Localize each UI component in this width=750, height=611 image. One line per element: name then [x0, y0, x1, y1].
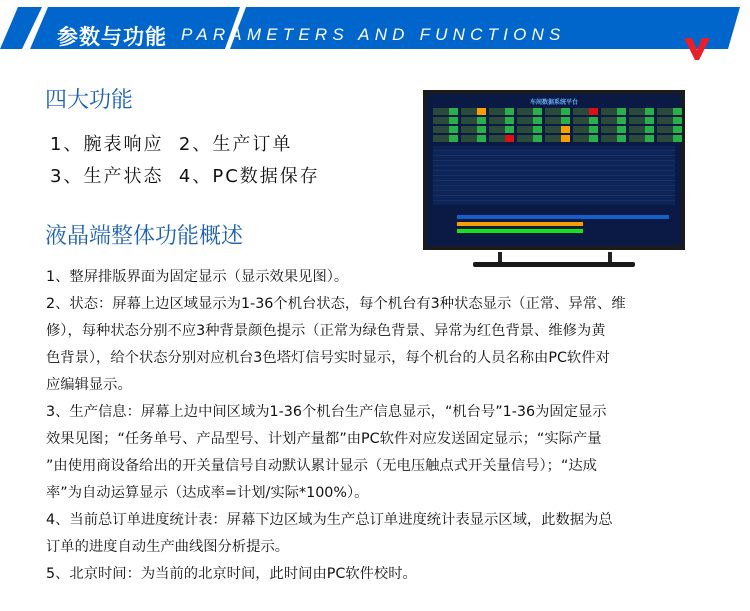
machine-status-cell — [657, 126, 682, 133]
body-line: 效果见图；“任务单号、产品型号、计划产量都”由PC软件对应发送固定显示；“实际产量 — [46, 431, 602, 447]
body-line: 色背景），给个状态分别对应机台3色塔灯信号实时显示，每个机台的人员名称由PC软件对 — [46, 350, 610, 366]
machine-status-cell — [461, 117, 486, 124]
body-line: 订单的进度自动生产曲线图分析提示。 — [46, 539, 290, 555]
machine-status-cell — [629, 117, 654, 124]
section-header-banner — [0, 7, 750, 49]
machine-status-cell — [545, 126, 570, 133]
machine-status-cell — [461, 126, 486, 133]
machine-status-cell — [545, 108, 570, 115]
machine-status-cell — [489, 117, 514, 124]
machine-status-cell — [489, 108, 514, 115]
body-line: 应编辑显示。 — [46, 377, 132, 393]
machine-status-cell — [517, 108, 542, 115]
heading-lcd-overview: 液晶端整体功能概述 — [45, 224, 244, 249]
body-line: 3、生产信息：屏幕上边中间区域为1-36个机台生产信息显示，“机台号”1-36为固定显示 — [46, 404, 607, 420]
machine-status-cell — [433, 135, 458, 142]
body-line: 2、状态：屏幕上边区域显示为1-36个机台状态，每个机台有3种状态显示（正常、异常、维 — [46, 296, 626, 312]
rate-bar — [457, 229, 583, 233]
body-line: 4、当前总订单进度统计表：屏幕下边区域为生产总订单进度统计表显示区域，此数据为总 — [46, 512, 613, 528]
machine-status-cell — [601, 126, 626, 133]
section-title-cn: 参数与功能 — [57, 25, 167, 49]
machine-status-cell — [601, 117, 626, 124]
production-info-table — [433, 146, 675, 205]
machine-status-cell — [629, 135, 654, 142]
body-line: 1、整屏排版界面为固定显示（显示效果见图）。 — [46, 269, 349, 285]
body-line: ”由使用商设备给出的开关量信号自动默认累计显示（无电压触点式开关量信号）；“达成 — [46, 458, 597, 474]
machine-status-cell — [573, 108, 598, 115]
machine-status-cell — [517, 126, 542, 133]
machine-status-cell — [461, 135, 486, 142]
machine-status-cell — [461, 108, 486, 115]
body-line: 5、北京时间：为当前的北京时间，此时间由PC软件校时。 — [46, 566, 417, 582]
body-line: 率”为自动运算显示（达成率=计划/实际*100%）。 — [46, 485, 369, 501]
machine-status-cell — [657, 117, 682, 124]
function-line-1: 1、腕表响应 2、生产订单 — [50, 134, 293, 155]
machine-status-cell — [517, 135, 542, 142]
machine-status-cell — [629, 126, 654, 133]
machine-status-cell — [657, 135, 682, 142]
machine-status-cell — [433, 117, 458, 124]
machine-status-cell — [517, 117, 542, 124]
body-line: 修），每种状态分别不应3种背景颜色提示（正常为绿色背景、异常为红色背景、维修为黄 — [46, 323, 606, 339]
machine-status-cell — [573, 126, 598, 133]
machine-status-cell — [601, 135, 626, 142]
machine-status-cell — [629, 108, 654, 115]
machine-status-cell — [545, 117, 570, 124]
machine-status-cell — [433, 108, 458, 115]
overview-body-text — [46, 264, 716, 588]
chevron-down-icon — [684, 38, 710, 62]
screen-title: 车间数据系统平台 — [529, 99, 578, 106]
machine-status-cell — [657, 108, 682, 115]
machine-status-cell — [545, 135, 570, 142]
machine-status-grid — [433, 108, 682, 142]
machine-status-cell — [573, 135, 598, 142]
machine-status-cell — [489, 135, 514, 142]
heading-four-functions: 四大功能 — [45, 88, 134, 113]
lcd-display-image — [418, 86, 692, 276]
plan-bar — [457, 215, 669, 219]
actual-bar — [457, 222, 583, 226]
machine-status-cell — [573, 117, 598, 124]
lcd-screen — [423, 90, 685, 250]
machine-status-cell — [489, 126, 514, 133]
section-title-en: PARAMETERS AND FUNCTIONS — [181, 25, 566, 44]
function-line-2: 3、生产状态 4、PC数据保存 — [50, 166, 320, 187]
machine-status-cell — [601, 108, 626, 115]
machine-status-cell — [433, 126, 458, 133]
